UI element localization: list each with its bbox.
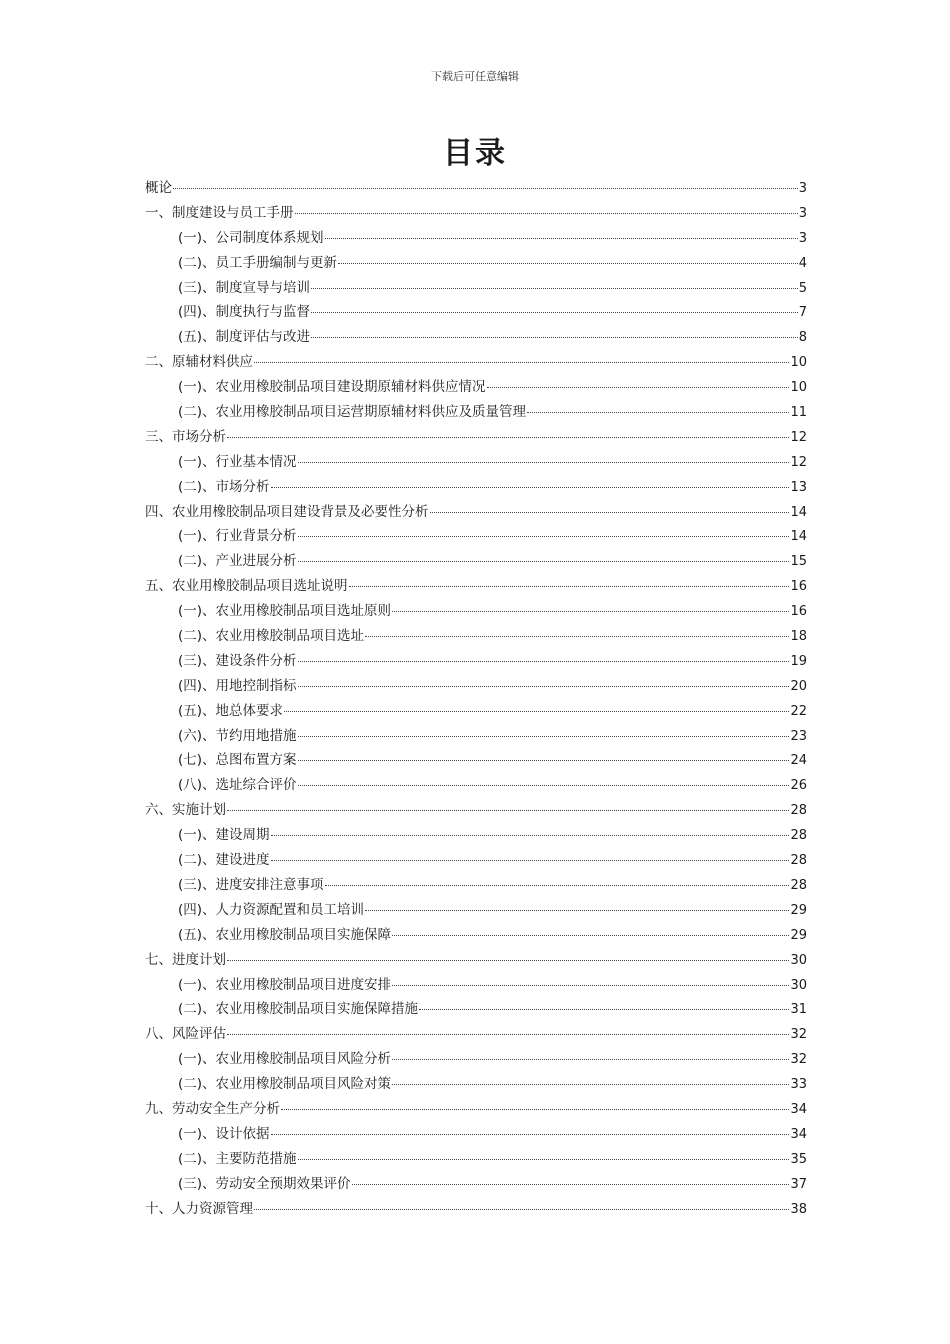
toc-entry[interactable] — [145, 748, 807, 773]
toc-entry-label: (四)、人力资源配置和员工培训 — [178, 901, 365, 918]
toc-leader-dots — [338, 263, 798, 264]
toc-entry-label: (二)、建设进度 — [178, 852, 270, 869]
toc-entry-page: 34 — [790, 1101, 807, 1117]
toc-leader-dots — [298, 785, 790, 786]
toc-entry-label: 六、实施计划 — [145, 802, 226, 819]
toc-entry-page: 16 — [790, 604, 807, 620]
toc-entry-page: 18 — [790, 629, 807, 645]
toc-entry-label: (一)、公司制度体系规划 — [178, 229, 324, 246]
toc-entry[interactable] — [145, 798, 807, 823]
toc-leader-dots — [419, 1009, 789, 1010]
toc-entry-page: 19 — [790, 653, 807, 669]
toc-entry[interactable] — [145, 873, 807, 898]
toc-entry-label: (二)、农业用橡胶制品项目实施保障措施 — [178, 1001, 419, 1018]
toc-entry-page: 5 — [798, 280, 807, 296]
toc-entry-label: (三)、进度安排注意事项 — [178, 876, 324, 893]
toc-entry[interactable] — [145, 1022, 807, 1047]
toc-entry[interactable] — [145, 574, 807, 599]
toc-entry[interactable] — [145, 549, 807, 574]
toc-leader-dots — [392, 1059, 789, 1060]
toc-leader-dots — [298, 686, 790, 687]
toc-entry-page: 28 — [790, 828, 807, 844]
toc-entry[interactable] — [145, 898, 807, 923]
toc-leader-dots — [298, 760, 790, 761]
toc-leader-dots — [311, 337, 798, 338]
page-title: 目录 — [443, 136, 507, 171]
toc-entry-label: (一)、农业用橡胶制品项目风险分析 — [178, 1051, 392, 1068]
toc-entry-label: 二、原辅材料供应 — [145, 354, 253, 371]
toc-leader-dots — [298, 1159, 790, 1160]
toc-entry-label: 九、劳动安全生产分析 — [145, 1100, 280, 1117]
toc-entry-page: 34 — [790, 1126, 807, 1142]
toc-leader-dots — [352, 1184, 790, 1185]
toc-leader-dots — [298, 462, 790, 463]
toc-entry[interactable] — [145, 1072, 807, 1097]
toc-entry[interactable] — [145, 500, 807, 525]
toc-entry-page: 38 — [790, 1201, 807, 1217]
toc-entry[interactable] — [145, 475, 807, 500]
toc-leader-dots — [311, 288, 798, 289]
toc-leader-dots — [298, 661, 790, 662]
toc-entry-label: 十、人力资源管理 — [145, 1200, 253, 1217]
toc-entry-page: 10 — [790, 380, 807, 396]
toc-entry-label: (一)、行业背景分析 — [178, 528, 297, 545]
toc-entry[interactable] — [145, 375, 807, 400]
toc-leader-dots — [173, 188, 798, 189]
toc-entry-page: 30 — [790, 952, 807, 968]
toc-entry-page: 32 — [790, 1027, 807, 1043]
toc-entry-label: (八)、选址综合评价 — [178, 777, 297, 794]
toc-entry[interactable] — [145, 1047, 807, 1072]
toc-entry-page: 24 — [790, 753, 807, 769]
toc-leader-dots — [325, 238, 798, 239]
toc-leader-dots — [271, 487, 790, 488]
toc-entry[interactable] — [145, 997, 807, 1022]
toc-entry-label: (二)、农业用橡胶制品项目运营期原辅材料供应及质量管理 — [178, 404, 527, 421]
toc-leader-dots — [295, 213, 798, 214]
toc-entry-page: 7 — [798, 305, 807, 321]
toc-entry-page: 28 — [790, 803, 807, 819]
toc-leader-dots — [271, 1134, 790, 1135]
toc-leader-dots — [325, 885, 790, 886]
toc-entry-page: 32 — [790, 1052, 807, 1068]
toc-entry[interactable] — [145, 1197, 807, 1222]
toc-entry-page: 37 — [790, 1176, 807, 1192]
toc-leader-dots — [254, 1209, 789, 1210]
toc-leader-dots — [281, 1109, 789, 1110]
toc-leader-dots — [392, 1084, 789, 1085]
toc-entry[interactable] — [145, 276, 807, 301]
toc-entry-label: 三、市场分析 — [145, 428, 226, 445]
toc-entry-page: 14 — [790, 529, 807, 545]
toc-entry[interactable] — [145, 624, 807, 649]
toc-leader-dots — [298, 536, 790, 537]
toc-entry-label: (一)、建设周期 — [178, 827, 270, 844]
toc-leader-dots — [392, 611, 789, 612]
toc-entry-label: (一)、设计依据 — [178, 1125, 270, 1142]
toc-entry-label: 一、制度建设与员工手册 — [145, 204, 294, 221]
toc-leader-dots — [311, 312, 798, 313]
toc-entry-page: 22 — [790, 703, 807, 719]
toc-entry-label: (一)、农业用橡胶制品项目进度安排 — [178, 976, 392, 993]
toc-leader-dots — [227, 810, 789, 811]
toc-entry-label: (五)、制度评估与改进 — [178, 329, 311, 346]
toc-leader-dots — [349, 586, 790, 587]
toc-entry-page: 29 — [790, 927, 807, 943]
toc-entry-label: 七、进度计划 — [145, 951, 226, 968]
toc-entry-page: 8 — [798, 330, 807, 346]
toc-entry-label: (二)、农业用橡胶制品项目风险对策 — [178, 1076, 392, 1093]
toc-entry[interactable] — [145, 201, 807, 226]
toc-entry-label: 四、农业用橡胶制品项目建设背景及必要性分析 — [145, 503, 429, 520]
toc-entry-page: 3 — [798, 205, 807, 221]
toc-entry[interactable] — [145, 649, 807, 674]
toc-leader-dots — [298, 561, 790, 562]
toc-entry-label: (三)、建设条件分析 — [178, 652, 297, 669]
toc-entry-label: (六)、节约用地措施 — [178, 727, 297, 744]
toc-entry-page: 30 — [790, 977, 807, 993]
toc-entry[interactable] — [145, 724, 807, 749]
toc-entry-label: (四)、用地控制指标 — [178, 677, 297, 694]
toc-entry-label: (一)、农业用橡胶制品项目建设期原辅材料供应情况 — [178, 379, 486, 396]
toc-entry-page: 3 — [798, 230, 807, 246]
toc-leader-dots — [365, 636, 789, 637]
toc-leader-dots — [227, 1034, 789, 1035]
toc-entry[interactable] — [145, 176, 807, 201]
toc-entry-label: (五)、地总体要求 — [178, 702, 284, 719]
toc-entry-page: 15 — [790, 554, 807, 570]
toc-entry-page: 20 — [790, 678, 807, 694]
toc-entry-page: 33 — [790, 1077, 807, 1093]
toc-entry-label: (七)、总图布置方案 — [178, 752, 297, 769]
toc-entry-page: 10 — [790, 355, 807, 371]
toc-leader-dots — [365, 910, 789, 911]
toc-entry[interactable] — [145, 699, 807, 724]
toc-entry[interactable] — [145, 674, 807, 699]
toc-entry[interactable] — [145, 524, 807, 549]
toc-entry[interactable] — [145, 300, 807, 325]
toc-entry-page: 16 — [790, 579, 807, 595]
toc-entry-label: (二)、农业用橡胶制品项目选址 — [178, 628, 365, 645]
toc-entry[interactable] — [145, 1172, 807, 1197]
toc-entry-label: 概论 — [145, 180, 172, 196]
toc-leader-dots — [227, 960, 789, 961]
toc-leader-dots — [527, 412, 789, 413]
header-note: 下载后可任意编辑 — [431, 70, 519, 83]
toc-entry[interactable] — [145, 599, 807, 624]
toc-entry-label: (二)、员工手册编制与更新 — [178, 254, 338, 271]
toc-leader-dots — [430, 512, 790, 513]
toc-entry-label: (三)、制度宣导与培训 — [178, 279, 311, 296]
toc-entry-label: (四)、制度执行与监督 — [178, 304, 311, 321]
toc-entry-label: (二)、主要防范措施 — [178, 1150, 297, 1167]
toc-entry-label: (一)、行业基本情况 — [178, 453, 297, 470]
toc-entry-page: 29 — [790, 902, 807, 918]
toc-entry[interactable] — [145, 1147, 807, 1172]
toc-entry-label: (五)、农业用橡胶制品项目实施保障 — [178, 926, 392, 943]
toc-entry-label: 八、风险评估 — [145, 1026, 226, 1043]
toc-entry[interactable] — [145, 251, 807, 276]
toc-entry[interactable] — [145, 848, 807, 873]
toc-entry-page: 28 — [790, 877, 807, 893]
toc-leader-dots — [227, 437, 789, 438]
toc-leader-dots — [298, 736, 790, 737]
toc-entry-page: 3 — [798, 181, 807, 196]
toc-leader-dots — [392, 935, 789, 936]
toc-entry-page: 26 — [790, 778, 807, 794]
toc-entry[interactable] — [145, 226, 807, 251]
toc-leader-dots — [271, 835, 790, 836]
table-of-contents — [145, 176, 807, 1221]
toc-entry[interactable] — [145, 325, 807, 350]
toc-entry[interactable] — [145, 350, 807, 375]
toc-entry-page: 31 — [790, 1002, 807, 1018]
toc-entry[interactable] — [145, 948, 807, 973]
toc-entry-page: 12 — [790, 454, 807, 470]
toc-entry[interactable] — [145, 923, 807, 948]
toc-entry-label: (二)、产业进展分析 — [178, 553, 297, 570]
toc-leader-dots — [487, 387, 790, 388]
toc-leader-dots — [271, 860, 790, 861]
toc-entry[interactable] — [145, 425, 807, 450]
toc-entry-label: (一)、农业用橡胶制品项目选址原则 — [178, 603, 392, 620]
toc-entry[interactable] — [145, 400, 807, 425]
toc-entry[interactable] — [145, 973, 807, 998]
toc-entry-page: 11 — [790, 405, 807, 421]
toc-entry-label: (二)、市场分析 — [178, 478, 270, 495]
toc-leader-dots — [254, 362, 789, 363]
toc-entry-page: 12 — [790, 429, 807, 445]
toc-entry[interactable] — [145, 823, 807, 848]
toc-leader-dots — [392, 985, 789, 986]
toc-entry[interactable] — [145, 450, 807, 475]
toc-entry-page: 23 — [790, 728, 807, 744]
toc-entry-page: 4 — [798, 255, 807, 271]
toc-entry-page: 14 — [790, 504, 807, 520]
toc-entry-page: 28 — [790, 853, 807, 869]
toc-entry-label: (三)、劳动安全预期效果评价 — [178, 1175, 351, 1192]
toc-entry[interactable] — [145, 773, 807, 798]
toc-entry-label: 五、农业用橡胶制品项目选址说明 — [145, 578, 348, 595]
toc-entry-page: 13 — [790, 479, 807, 495]
toc-entry[interactable] — [145, 1097, 807, 1122]
toc-entry-page: 35 — [790, 1151, 807, 1167]
toc-leader-dots — [284, 711, 789, 712]
toc-entry[interactable] — [145, 1122, 807, 1147]
